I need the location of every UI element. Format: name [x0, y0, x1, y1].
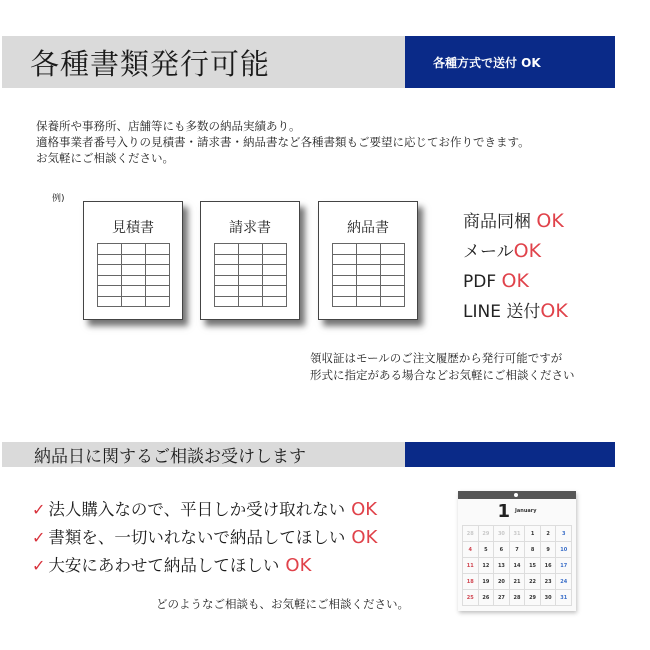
section-title-area	[2, 442, 405, 467]
calendar-header	[458, 499, 576, 523]
ok-badge: OK	[536, 210, 564, 232]
calendar-binding	[458, 491, 576, 499]
calendar-day: 30	[541, 590, 557, 606]
intro-line: お気軽にご相談ください。	[36, 151, 174, 165]
calendar-day: 28	[510, 590, 526, 606]
header-badge-area	[405, 36, 615, 88]
document-sample-delivery-note	[318, 201, 418, 320]
request-item	[32, 524, 377, 552]
delivery-option-label: PDF	[463, 272, 497, 292]
calendar-day: 28	[463, 526, 479, 542]
request-text: 法人購入なので、平日しか受け取れない	[48, 500, 346, 519]
calendar-illustration	[458, 491, 576, 611]
calendar-day: 2	[541, 526, 557, 542]
checkmark-icon: ✓	[32, 528, 46, 547]
request-text: 書類を、一切いれないで納品してほしい	[48, 528, 346, 547]
document-table-icon	[97, 243, 170, 307]
calendar-day: 29	[479, 526, 495, 542]
calendar-day: 3	[556, 526, 572, 542]
calendar-day: 24	[556, 574, 572, 590]
receipt-note-line: 領収証はモールのご注文履歴から発行可能ですが	[310, 351, 563, 365]
section-accent-block	[405, 442, 615, 467]
section-title: 納品日に関するご相談お受けします	[34, 447, 306, 467]
calendar-day: 5	[479, 542, 495, 558]
intro-line: 保養所や事務所、店舗等にも多数の納品実績あり。	[36, 119, 301, 133]
request-item	[32, 496, 377, 524]
calendar-day: 29	[525, 590, 541, 606]
calendar-day: 13	[494, 558, 510, 574]
delivery-option	[463, 267, 568, 297]
calendar-day: 22	[525, 574, 541, 590]
calendar-day: 6	[494, 542, 510, 558]
document-title: 請求書	[229, 220, 271, 236]
calendar-day: 31	[510, 526, 526, 542]
calendar-month-number: 1	[497, 500, 511, 522]
calendar-day: 17	[556, 558, 572, 574]
calendar-day: 30	[494, 526, 510, 542]
document-table-icon	[214, 243, 287, 307]
calendar-day: 26	[479, 590, 495, 606]
receipt-note-line: 形式に指定がある場合などお気軽にご相談ください	[310, 368, 575, 382]
calendar-day: 10	[556, 542, 572, 558]
calendar-day: 25	[463, 590, 479, 606]
calendar-day: 19	[479, 574, 495, 590]
delivery-options-list	[463, 207, 568, 327]
ok-badge: OK	[501, 270, 529, 292]
intro-text	[36, 118, 530, 166]
intro-line: 適格事業者番号入りの見積書・請求書・納品書など各種書類もご要望に応じてお作りできます。	[36, 135, 530, 149]
ok-badge: OK	[285, 555, 312, 576]
page-title: 各種書類発行可能	[30, 46, 271, 81]
receipt-note	[310, 350, 575, 384]
calendar-day: 8	[525, 542, 541, 558]
calendar-day: 11	[463, 558, 479, 574]
section-bar-delivery-date	[2, 442, 615, 467]
closing-text: どのようなご相談も、お気軽にご相談ください。	[156, 597, 409, 611]
calendar-day: 21	[510, 574, 526, 590]
calendar-month-name: January	[515, 508, 537, 514]
delivery-option	[463, 237, 568, 267]
document-title: 見積書	[112, 220, 154, 236]
document-sample-invoice	[200, 201, 300, 320]
header-badge: 各種方式で送付 OK	[433, 55, 541, 70]
header-bar	[2, 36, 615, 88]
delivery-option-label: 商品同梱	[463, 212, 531, 232]
calendar-day: 27	[494, 590, 510, 606]
calendar-day: 16	[541, 558, 557, 574]
request-item	[32, 552, 377, 580]
calendar-day: 9	[541, 542, 557, 558]
delivery-option-label: LINE 送付	[463, 302, 541, 322]
calendar-day: 1	[525, 526, 541, 542]
request-list	[32, 496, 377, 580]
calendar-day: 15	[525, 558, 541, 574]
calendar-day: 7	[510, 542, 526, 558]
document-sample-estimate	[83, 201, 183, 320]
calendar-day: 14	[510, 558, 526, 574]
request-text: 大安にあわせて納品してほしい	[48, 556, 280, 575]
delivery-option	[463, 297, 568, 327]
calendar-day: 31	[556, 590, 572, 606]
calendar-hole-icon	[514, 493, 518, 497]
delivery-option-label: メール	[463, 242, 514, 262]
example-label: 例)	[52, 194, 65, 204]
ok-badge: OK	[351, 527, 378, 548]
calendar-day: 18	[463, 574, 479, 590]
calendar-day: 20	[494, 574, 510, 590]
checkmark-icon: ✓	[32, 556, 46, 575]
checkmark-icon: ✓	[32, 500, 46, 519]
ok-badge: OK	[351, 499, 378, 520]
ok-badge: OK	[513, 240, 542, 262]
calendar-grid	[462, 525, 572, 606]
delivery-option	[463, 207, 568, 237]
document-title: 納品書	[347, 220, 389, 236]
calendar-day: 12	[479, 558, 495, 574]
document-table-icon	[332, 243, 405, 307]
calendar-day: 4	[463, 542, 479, 558]
calendar-day: 23	[541, 574, 557, 590]
ok-badge: OK	[540, 300, 568, 322]
header-title-area	[2, 36, 405, 88]
